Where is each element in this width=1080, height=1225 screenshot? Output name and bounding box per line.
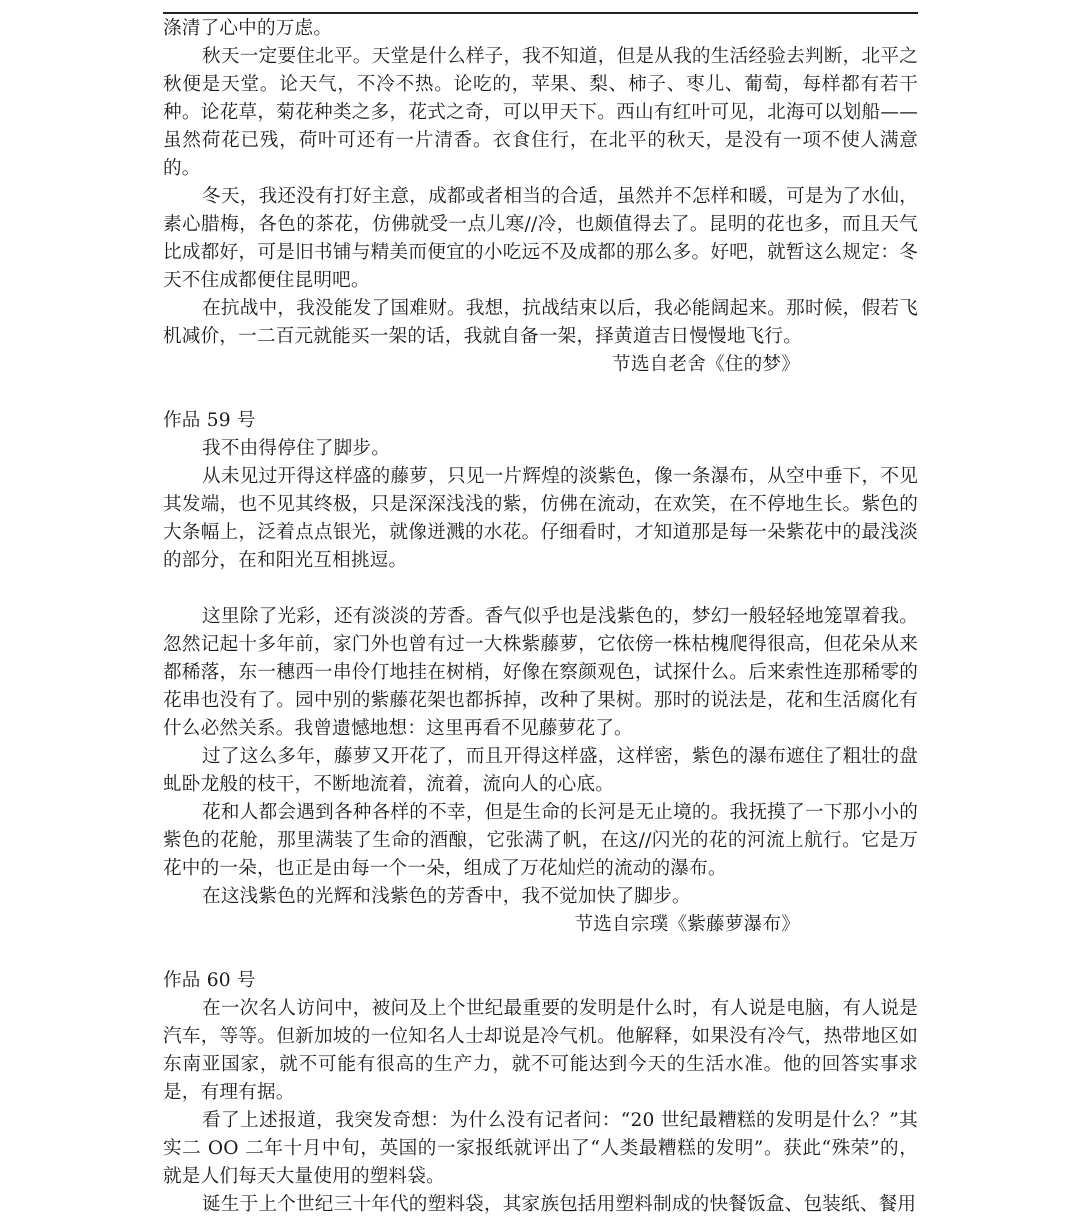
source-attribution: 节选自老舍《住的梦》 xyxy=(612,354,800,375)
paragraph: 冬天，我还没有打好主意，成都或者相当的合适，虽然并不怎样和暖，可是为了水仙，素心腊梅，各色的茶花，仿佛就受一点儿寒//冷，也颇值得去了。昆明的花也多，而且天气比成都好，可是旧书铺与精美而便宜的小吃远不及成都的那么多。好吧，就暂这么规定：冬天不住成都便住昆明吧。 xyxy=(163,186,918,291)
paragraph: 这里除了光彩，还有淡淡的芳香。香气似乎也是浅紫色的，梦幻一般轻轻地笼罩着我。忽然记起十多年前，家门外也曾有过一大株紫藤萝，它依傍一株枯槐爬得很高，但花朵从来都稀落，东一穗西一串伶仃地挂在树梢，好像在察颜观色，试探什么。后来索性连那稀零的花串也没有了。园中别的紫藤花架也都拆掉，改种了果树。那时的说法是，花和生活腐化有什么必然关系。我曾遗憾地想：这里再看不见藤萝花了。 xyxy=(163,606,918,739)
paragraph: 看了上述报道，我突发奇想：为什么没有记者问：“20 世纪最糟糕的发明是什么？”其实二 OO 二年十月中旬，英国的一家报纸就评出了“人类最糟糕的发明”。获此“殊荣”的，就是人们每天大量使用的塑料袋。 xyxy=(163,1110,918,1187)
top-rule xyxy=(163,12,918,14)
document-body xyxy=(163,15,918,1219)
paragraph: 秋天一定要住北平。天堂是什么样子，我不知道，但是从我的生活经验去判断，北平之秋便是天堂。论天气，不冷不热。论吃的，苹果、梨、柿子、枣儿、葡萄，每样都有若干种。论花草，菊花种类之多，花式之奇，可以甲天下。西山有红叶可见，北海可以划船——虽然荷花已残，荷叶可还有一片清香。衣食住行，在北平的秋天，是没有一项不使人满意的。 xyxy=(163,46,918,179)
source-attribution: 节选自宗璞《紫藤萝瀑布》 xyxy=(574,914,800,935)
paragraph: 在抗战中，我没能发了国难财。我想，抗战结束以后，我必能阔起来。那时候，假若飞机减价，一二百元就能买一架的话，我就自备一架，择黄道吉日慢慢地飞行。 xyxy=(163,298,918,347)
text-line: 涤清了心中的万虑。 xyxy=(163,18,333,39)
section-heading-59: 作品 59 号 xyxy=(163,410,256,431)
paragraph: 在一次名人访问中，被问及上个世纪最重要的发明是什么时，有人说是电脑，有人说是汽车，等等。但新加坡的一位知名人士却说是冷气机。他解释，如果没有冷气，热带地区如东南亚国家，就不可能有很高的生产力，就不可能达到今天的生活水准。他的回答实事求是，有理有据。 xyxy=(163,998,918,1103)
paragraph: 从未见过开得这样盛的藤萝，只见一片辉煌的淡紫色，像一条瀑布，从空中垂下，不见其发端，也不见其终极，只是深深浅浅的紫，仿佛在流动，在欢笑，在不停地生长。紫色的大条幅上，泛着点点银光，就像迸溅的水花。仔细看时，才知道那是每一朵紫花中的最浅淡的部分，在和阳光互相挑逗。 xyxy=(163,466,918,571)
section-heading-60: 作品 60 号 xyxy=(163,970,256,991)
paragraph: 诞生于上个世纪三十年代的塑料袋，其家族包括用塑料制成的快餐饭盒、包装纸、餐用 xyxy=(202,1194,917,1215)
paragraph: 我不由得停住了脚步。 xyxy=(202,438,390,459)
paragraph: 过了这么多年，藤萝又开花了，而且开得这样盛，这样密，紫色的瀑布遮住了粗壮的盘虬卧龙般的枝干，不断地流着，流着，流向人的心底。 xyxy=(163,746,918,795)
paragraph: 花和人都会遇到各种各样的不幸，但是生命的长河是无止境的。我抚摸了一下那小小的紫色的花舱，那里满装了生命的酒酿，它张满了帆，在这//闪光的花的河流上航行。它是万花中的一朵，也正是由每一个一朵，组成了万花灿烂的流动的瀑布。 xyxy=(163,802,918,879)
paragraph: 在这浅紫色的光辉和浅紫色的芳香中，我不觉加快了脚步。 xyxy=(202,886,691,907)
